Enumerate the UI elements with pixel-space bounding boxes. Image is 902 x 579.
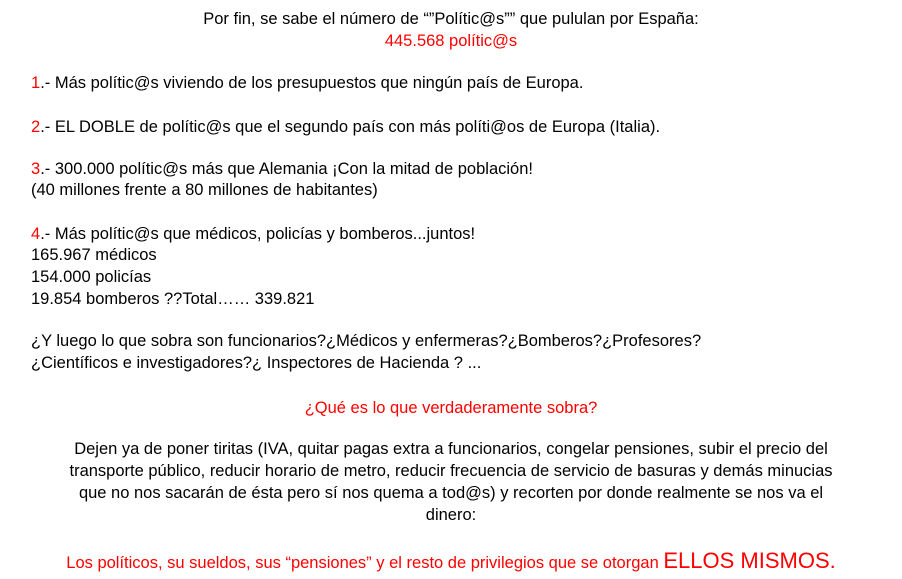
point-text: Más polític@s viviendo de los presupuestos que ningún país de Europa.	[54, 74, 584, 92]
point-3	[31, 159, 533, 180]
politicians-count: 445.568 polític@s	[384, 32, 518, 50]
point-number: 2	[31, 118, 41, 136]
closing-text: Los políticos, su sueldos, sus “pensiones” y el resto de privilegios que se otorgan	[66, 554, 664, 572]
point-separator: .-	[40, 118, 55, 136]
point-separator: .-	[40, 160, 55, 178]
point-number: 3	[31, 160, 41, 178]
paragraph-line: transporte público, reducir horario de metro, reducir frecuencia de servicio de basuras y demás minucias	[69, 462, 833, 480]
point-text: Más polític@s que médicos, policías y bomberos...juntos!	[54, 225, 476, 243]
paragraph-line: que no nos sacarán de ésta pero sí nos quema a tod@s) y recorten por donde realmente se nos va el	[78, 484, 824, 502]
point-number: 1	[31, 74, 41, 92]
breakdown-doctors: 165.967 médicos	[31, 246, 157, 264]
point-separator: .-	[40, 74, 55, 92]
header-line: Por fin, se sabe el número de “”Polític@s”” que pululan por España:	[203, 10, 699, 28]
point-separator: .-	[40, 225, 55, 243]
breakdown-police: 154.000 policías	[31, 268, 152, 286]
point-1	[31, 73, 583, 94]
point-text: EL DOBLE de polític@s que el segundo país con más políti@os de Europa (Italia).	[54, 118, 661, 136]
point-number: 4	[31, 225, 41, 243]
closing-line	[0, 548, 902, 576]
paragraph-line: Dejen ya de poner tiritas (IVA, quitar pagas extra a funcionarios, congelar pensiones, subir el precio del	[74, 440, 828, 458]
paragraph-line: dinero:	[425, 506, 477, 524]
point-4	[31, 224, 475, 245]
question-line: ¿Científicos e investigadores?¿ Inspectores de Hacienda ? ...	[31, 354, 482, 372]
point-2	[31, 117, 660, 138]
breakdown-firefighters-total: 19.854 bomberos ??Total…… 339.821	[31, 290, 315, 308]
point-text: 300.000 polític@s más que Alemania ¡Con la mitad de población!	[54, 160, 533, 178]
question-line: ¿Y luego lo que sobra son funcionarios?¿Médicos y enfermeras?¿Bomberos?¿Profesores?	[31, 332, 702, 350]
point-3-extra: (40 millones frente a 80 millones de habitantes)	[31, 181, 378, 199]
closing-emphasis: ELLOS MISMOS.	[663, 548, 836, 573]
red-question: ¿Qué es lo que verdaderamente sobra?	[304, 399, 598, 417]
